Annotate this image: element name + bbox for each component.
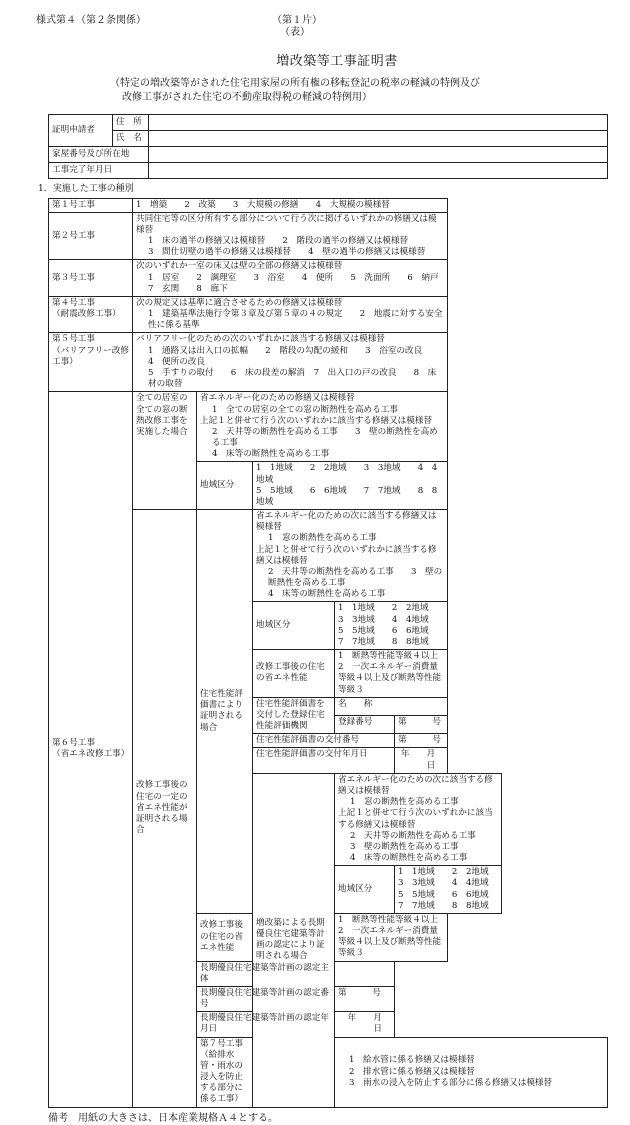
- work-3-row: [49, 260, 608, 297]
- long-life-after-line-1[interactable]: 1 断熱等性能等級４以上: [338, 914, 438, 925]
- issuer-name-label: 名 称: [338, 698, 373, 709]
- work-3-content: [133, 260, 448, 297]
- cert-body-label: 長期優良住宅建築等計画の認定主体: [197, 961, 335, 986]
- section-heading: 1．実施した工事の種別: [38, 183, 134, 194]
- work-5-line-2[interactable]: 5 手すりの取付 6 床の段差の解消 7 出入口の戸の改良 8 床材の取替: [148, 367, 437, 390]
- work-4-line-1[interactable]: 1 建築基準法施行令第３章及び第５章の４の規定 2 地震に対する安全性に係る基準: [148, 309, 443, 331]
- work-1-options[interactable]: 1 増築 2 改築 3 大規模の修繕 4 大規模の模様替: [133, 198, 448, 212]
- work-4-sublabel: （耐震改修工事）: [52, 309, 121, 320]
- completion-date-label: 工事完了年月日: [49, 162, 149, 178]
- perf-eval-label: 住宅性能評価書により証明される場合: [197, 510, 253, 914]
- address-label: 住 所: [113, 114, 149, 130]
- all-rooms-energy-intro: 省エネルギー化のための修繕又は模様替: [200, 393, 355, 404]
- header-line: [36, 14, 608, 40]
- long-life-energy: [335, 773, 502, 865]
- work-7-label-cell: [197, 1037, 253, 1107]
- work-4-intro: 次の規定又は基準に適合させるための修繕又は模様替: [136, 297, 343, 308]
- all-rooms-region-label: 地域区分: [197, 462, 253, 510]
- subtitle-line-1: （特定の増改築等がされた住宅用家屋の所有権の移転登記の税率の軽減の特例及び: [110, 77, 480, 89]
- all-rooms-label: 全ての居室の全ての窓の断熱改修工事を実施した場合: [133, 392, 197, 510]
- perf-eval-region-options[interactable]: [335, 602, 448, 650]
- work-2-label: 第２号工事: [49, 212, 133, 260]
- work-7-line-1[interactable]: 1 給水管に係る修繕又は模様替: [349, 1055, 475, 1066]
- perf-eval-energy: [253, 510, 448, 602]
- long-life-region-options[interactable]: [395, 866, 506, 914]
- issue-number-label: 住宅性能評価書の交付番号: [253, 734, 395, 748]
- issue-date-field[interactable]: 年 月 日: [395, 748, 448, 773]
- long-life-region-line-1[interactable]: 1 1地域 2 2地域 3 3地域 4 4地域: [398, 867, 506, 889]
- perf-eval-after-line-2[interactable]: 2 一次エネルギー消費量等級４以上及び断熱等性能等級３: [338, 662, 442, 695]
- work-5-label: 第５号工事: [52, 334, 95, 345]
- cert-date-label: 長期優良住宅建築等計画の認定年月日: [197, 1012, 335, 1037]
- perf-eval-after-line-1[interactable]: 1 断熱等性能等級４以上: [338, 651, 438, 662]
- work-7-line-2[interactable]: 2 排水管に係る修繕又は模様替: [349, 1066, 475, 1077]
- long-life-energy-intro: 省エネルギー化のための次に該当する修繕又は模様替: [338, 774, 493, 796]
- all-rooms-energy-line-2[interactable]: 2 天井等の断熱性を高める工事 3 壁の断熱性を高める工事: [212, 426, 438, 449]
- cert-number-label: 長期優良住宅建築等計画の認定番号: [197, 986, 335, 1011]
- issuer-reg-label: 登録番号: [335, 716, 395, 734]
- issuer-name-field[interactable]: [335, 697, 448, 715]
- issue-date-label: 住宅性能評価書の交付年月日: [253, 748, 395, 773]
- perf-eval-energy-line-2[interactable]: 2 天井等の断熱性を高める工事 3 壁の断熱性を高める工事: [268, 566, 443, 589]
- work-2-line-1[interactable]: 1 床の過半の修繕又は模様替 2 階段の過半の修繕又は模様替: [148, 236, 409, 247]
- house-number-label: 家屋番号及び所在地: [49, 146, 149, 162]
- house-number-field[interactable]: [149, 146, 608, 162]
- perf-eval-region-line-1[interactable]: 1 1地域 2 2地域 3 3地域 4 4地域: [338, 603, 446, 625]
- work-2-line-2[interactable]: 3 間仕切壁の過半の修繕又は模様替 4 壁の過半の修繕又は模様替: [148, 247, 426, 258]
- applicant-label: 証明申請者: [49, 114, 113, 146]
- cert-number-field[interactable]: 第 号: [335, 986, 395, 1011]
- issuer-reg-field[interactable]: 第 号: [395, 716, 448, 734]
- cert-body-field[interactable]: [335, 961, 395, 986]
- work-7-sublabel: （給排水管・雨水の浸入を防止する部分に係る工事）: [200, 1049, 243, 1105]
- work-2-content: [133, 212, 448, 260]
- work-4-content: [133, 296, 448, 333]
- perf-eval-energy-row: [49, 510, 608, 602]
- long-life-after-options[interactable]: [335, 913, 448, 961]
- issuer-label: 住宅性能評価書を交付した登録住宅性能評価機関: [253, 697, 335, 734]
- work-1-label: 第１号工事: [49, 198, 133, 212]
- all-rooms-energy-line-1[interactable]: 1 全ての居室の全ての窓の断熱性を高める工事: [212, 404, 398, 415]
- perf-eval-after-label: 改修工事後の住宅の省エネ性能: [253, 650, 335, 698]
- remarks-note: 備考 用紙の大きさは、日本産業規格Ａ４とする。: [48, 1112, 278, 1124]
- work-6-all-rooms-row: [49, 392, 608, 462]
- work-2-row: [49, 212, 608, 260]
- long-life-energy-line-3[interactable]: 4 床等の断熱性を高める工事: [350, 853, 468, 864]
- perf-eval-after-options[interactable]: [335, 650, 448, 698]
- long-life-after-label: 改修工事後の住宅の省エネ性能: [197, 913, 253, 961]
- work-6-label: 第６号工事: [52, 738, 95, 749]
- issue-number-field[interactable]: 第 号: [395, 734, 448, 748]
- works-table: [48, 198, 608, 1108]
- work-4-label-cell: [49, 296, 133, 333]
- long-life-energy-line-1[interactable]: 1 窓の断熱性を高める工事: [350, 797, 459, 808]
- long-life-after-line-2[interactable]: 2 一次エネルギー消費量等級４以上及び断熱等性能等級３: [338, 926, 442, 959]
- work-7-line-3[interactable]: 3 雨水の浸入を防止する部分に係る修繕又は模様替: [349, 1077, 553, 1088]
- completion-date-field[interactable]: [149, 162, 608, 178]
- work-1-row: [49, 198, 608, 212]
- long-life-energy-with: 上記１と併せて行う次のいずれかに該当する修繕又は模様替: [338, 808, 493, 830]
- applicant-table: [48, 114, 608, 179]
- cert-date-field[interactable]: 年 月 日: [335, 1012, 395, 1037]
- work-4-row: [49, 296, 608, 333]
- perf-eval-energy-with: 上記１と併せて行う次のいずれかに該当する修繕又は模様替: [256, 544, 437, 566]
- perf-eval-energy-line-3[interactable]: 4 床等の断熱性を高める工事: [268, 589, 386, 600]
- form-number: 様式第４（第２条関係）: [36, 15, 146, 26]
- perf-eval-region-label: 地域区分: [253, 602, 335, 650]
- all-rooms-energy-with: 上記１と併せて行う次のいずれかに該当する修繕又は模様替: [200, 415, 433, 426]
- all-rooms-energy: [197, 392, 448, 462]
- perf-eval-energy-intro: 省エネルギー化のための次に該当する修繕又は模様替: [256, 511, 437, 533]
- improved-performance-label: 改修工事後の住宅の一定の省エネ性能が証明される場合: [133, 510, 197, 1108]
- all-rooms-region-line-1[interactable]: 1 1地域 2 2地域 3 3地域 4 4地域: [256, 463, 438, 485]
- work-3-intro: 次のいずれか一室の床又は壁の全部の修繕又は模様替: [136, 261, 343, 272]
- address-field[interactable]: [149, 114, 608, 130]
- all-rooms-energy-line-3[interactable]: 4 床等の断熱性を高める工事: [212, 449, 330, 460]
- face-label: （表）: [280, 27, 310, 38]
- work-5-row: [49, 333, 608, 392]
- long-life-energy-line-2[interactable]: 2 天井等の断熱性を高める工事 3 壁の断熱性を高める工事: [350, 830, 493, 852]
- document-title: 増改築等工事証明書: [276, 54, 398, 69]
- document-subtitle: [110, 77, 608, 106]
- work-5-label-cell: [49, 333, 133, 392]
- work-7-content: [335, 1037, 608, 1107]
- work-4-label: 第４号工事: [52, 297, 95, 308]
- work-5-line-1[interactable]: 1 通路又は出入口の拡幅 2 階段の勾配の緩和 3 浴室の改良 4 便所の改良: [148, 345, 440, 367]
- all-rooms-region-line-2[interactable]: 5 5地域 6 6地域 7 7地域 8 8地域: [256, 485, 438, 507]
- long-life-label: 増改築による長期優良住宅建築等計画の認定により証明される場合: [253, 773, 335, 1107]
- perf-eval-energy-line-1[interactable]: 1 窓の断熱性を高める工事: [268, 533, 377, 544]
- work-6-label-cell: [49, 392, 133, 1107]
- work-3-label: 第３号工事: [49, 260, 133, 297]
- name-label: 氏 名: [113, 130, 149, 146]
- work-2-intro: 共同住宅等の区分所有する部分について行う次に掲げるいずれかの修繕又は模様替: [136, 213, 437, 235]
- long-life-region-label: 地域区分: [335, 866, 395, 914]
- work-3-line-1[interactable]: 1 居室 2 調理室 3 浴室 4 便所 5 洗面所 6 納戸 7 玄関 8 廊下: [148, 272, 448, 294]
- perf-eval-region-line-2[interactable]: 5 5地域 6 6地域 7 7地域 8 8地域: [338, 625, 446, 647]
- work-6-sublabel: （省エネ改修工事）: [52, 749, 130, 760]
- work-5-content: [133, 333, 448, 392]
- work-5-intro: バリアフリー化のための次のいずれかに該当する修繕又は模様替: [136, 334, 385, 345]
- work-5-sublabel: （バリアフリー改修工事）: [52, 345, 130, 367]
- work-7-label: 第７号工事: [200, 1038, 243, 1049]
- sheet-number: （第１片）: [272, 15, 322, 26]
- subtitle-line-2: 改修工事がされた住宅の不動産取得税の軽減の特例用）: [122, 92, 372, 104]
- all-rooms-region-options[interactable]: [253, 462, 448, 510]
- long-life-region-line-2[interactable]: 5 5地域 6 6地域 7 7地域 8 8地域: [398, 889, 506, 911]
- name-field[interactable]: [149, 130, 608, 146]
